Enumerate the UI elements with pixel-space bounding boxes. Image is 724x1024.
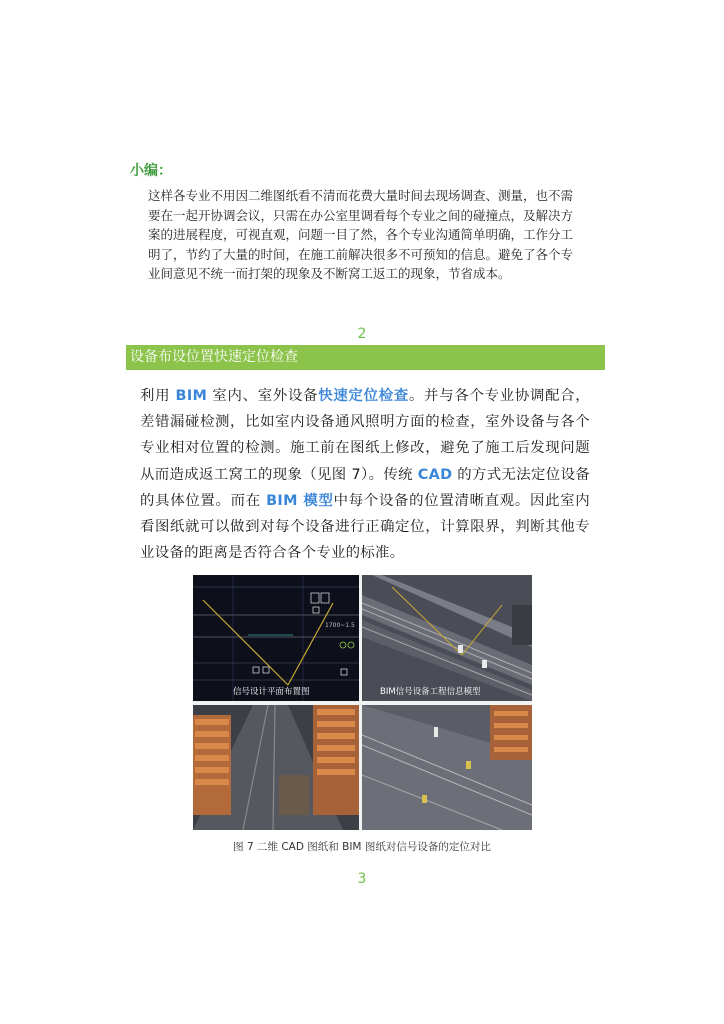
page-number-2: 2 <box>357 326 367 342</box>
highlight-quick-locate: 快速定位检查 <box>318 388 409 404</box>
body-text-2: 室内、室外设备 <box>207 388 319 404</box>
cad-panel-caption: 信号设计平面布置图 <box>233 687 310 697</box>
highlight-bim: BIM <box>175 388 208 404</box>
editor-note-paragraph: 这样各专业不用因二维图纸看不清而花费大量时间去现场调查、测量，也不需要在一起开协调会议，只需在办公室里调看每个专业之间的碰撞点，及解决方案的进展程度，可视直观，问题一目了然，各个专业沟通简单明确，工作分工明了，节约了大量的时间，在施工前解决很多不可预知的信息。避免了各个专业间意见不统一而打架的现象及不断窝工返工的现象，节省成本。 <box>148 188 574 282</box>
highlight-cad: CAD <box>417 466 453 483</box>
editor-note-heading: 小编： <box>130 163 172 179</box>
bim-3d-indoor-illustration <box>193 705 359 830</box>
bim-model-illustration <box>362 575 532 701</box>
bim-panel-caption: BIM信号设备工程信息模型 <box>380 687 481 697</box>
highlight-bim-model: BIM 模型 <box>266 492 334 509</box>
body-text-4: 的方式无法定位设备的具体位置。而在 <box>140 466 591 509</box>
cad-dimension-label: 1700~1.5 <box>325 622 355 629</box>
cad-drawing-illustration <box>193 575 359 701</box>
bim-3d-outdoor-panel <box>362 705 532 830</box>
section-title-bar: 设备布设位置快速定位检查 <box>126 345 605 370</box>
figure-caption: 图 7 二维 CAD 图纸和 BIM 图纸对信号设备的定位对比 <box>233 841 491 853</box>
figure-7 <box>193 575 532 830</box>
bim-3d-indoor-panel <box>193 705 359 830</box>
body-text-3: 。并与各个专业协调配合，差错漏碰检测，比如室内设备通风照明方面的检查，室外设备与各个专业相对位置的检测。施工前在图纸上修改，避免了施工后发现问题从而造成返工窝工的现象（见图 7）。传统 <box>140 388 590 483</box>
page-number-3: 3 <box>357 871 367 887</box>
bim-3d-outdoor-illustration <box>362 705 532 830</box>
body-text-5: 中每个设备的位置清晰直观。因此室内看图纸就可以做到对每个设备进行正确定位，计算限界，判断其他专业设备的距离是否符合各个专业的标准。 <box>140 492 590 562</box>
bim-model-panel <box>362 575 532 701</box>
body-paragraph <box>140 383 590 566</box>
cad-drawing-panel <box>193 575 359 701</box>
body-text-1: 利用 <box>140 388 176 404</box>
